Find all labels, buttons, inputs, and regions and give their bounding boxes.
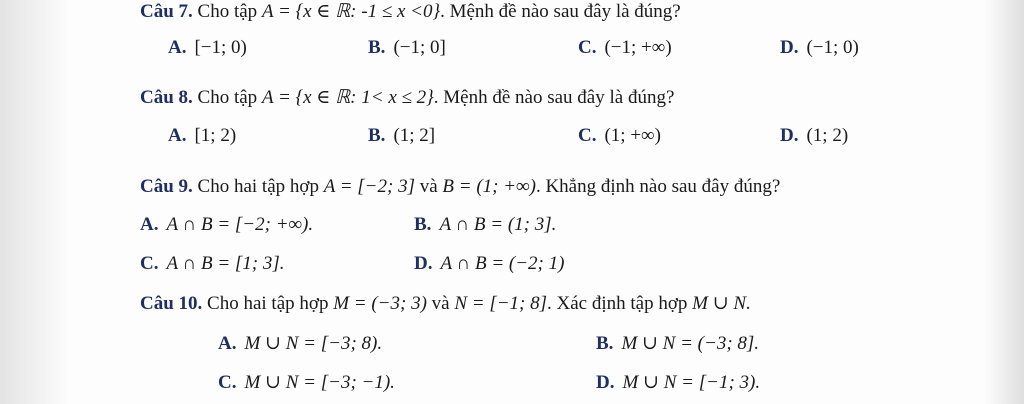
option-value: A ∩ B = [−2; +∞). [166,214,314,235]
option-label: C. [218,372,237,393]
option-label: B. [368,125,386,146]
question-7-text-after: . Mệnh đề nào sau đây là đúng? [440,1,681,22]
option-value: A ∩ B = (−2; 1) [440,253,565,274]
q8-option-c[interactable] [578,124,661,148]
question-10-label: Câu 10. [140,293,203,314]
option-value: (1; 2] [393,125,436,146]
q7-option-c[interactable] [578,36,672,60]
option-label: A. [168,125,187,146]
option-label: A. [140,214,159,235]
q8-option-d[interactable] [780,124,848,148]
option-label: D. [414,253,433,274]
question-10-conj: và [431,293,450,314]
q10-option-d[interactable] [596,371,760,395]
question-10-text-before: Cho hai tập hợp [207,293,329,314]
q7-option-b[interactable] [368,36,446,60]
option-label: A. [218,333,237,354]
option-value: (−1; 0) [806,37,859,58]
question-7-label: Câu 7. [140,1,193,22]
option-value: M ∪ N = (−3; 8]. [621,333,760,354]
question-7-text-before: Cho tập [197,1,258,22]
option-value: M ∪ N = [−1; 3). [622,372,761,393]
question-10-union: M ∪ N. [692,293,751,314]
q10-option-a[interactable] [218,332,382,356]
question-10-set-m: M = (−3; 3) [333,293,427,314]
question-9-text-after: . Khẳng định nào sau đây đúng? [535,176,781,197]
question-8-text-after: . Mệnh đề nào sau đây là đúng? [433,87,675,108]
question-9-set-a: A = [−2; 3] [323,176,415,197]
option-label: B. [596,333,614,354]
q9-option-a[interactable] [140,213,313,237]
question-8-set: A = {x ∈ ℝ: 1< x ≤ 2} [261,87,434,108]
question-8-text-before: Cho tập [197,87,258,108]
option-value: (−1; 0] [393,37,446,58]
question-10-text-after: . Xác định tập hợp [547,293,688,314]
option-label: C. [578,125,597,146]
option-value: (1; +∞) [604,125,661,146]
question-8-label: Câu 8. [140,87,193,108]
option-value: (−1; +∞) [604,37,672,58]
page-shadow-right [984,0,1024,404]
option-value: A ∩ B = [1; 3]. [166,253,285,274]
option-label: D. [780,125,799,146]
q8-option-b[interactable] [368,124,435,148]
page-shadow-left [0,0,70,404]
q7-option-d[interactable] [780,36,859,60]
q9-option-b[interactable] [414,213,556,237]
question-10-set-n: N = [−1; 8] [454,293,548,314]
q9-option-d[interactable] [414,252,564,276]
question-7-set: A = {x ∈ ℝ: -1 ≤ x <0} [261,1,441,22]
option-value: A ∩ B = (1; 3]. [439,214,557,235]
question-8 [140,86,674,110]
q8-option-a[interactable] [168,124,236,148]
option-value: M ∪ N = [−3; −1). [244,372,395,393]
option-label: B. [368,37,386,58]
question-7 [140,0,681,24]
option-label: B. [414,214,432,235]
q10-option-c[interactable] [218,371,395,395]
option-label: C. [140,253,159,274]
question-9-conj: và [419,176,438,197]
q10-option-b[interactable] [596,332,759,356]
option-value: [1; 2) [194,125,237,146]
question-9 [140,175,780,199]
option-value: M ∪ N = [−3; 8). [244,333,383,354]
question-9-set-b: B = (1; +∞) [442,176,536,197]
question-9-text-before: Cho hai tập hợp [197,176,319,197]
option-label: C. [578,37,597,58]
option-value: (1; 2) [806,125,849,146]
q9-option-c[interactable] [140,252,285,276]
option-label: D. [596,372,615,393]
q7-option-a[interactable] [168,36,247,60]
option-label: A. [168,37,187,58]
option-label: D. [780,37,799,58]
option-value: [−1; 0) [194,37,247,58]
question-10 [140,292,751,316]
question-9-label: Câu 9. [140,176,193,197]
